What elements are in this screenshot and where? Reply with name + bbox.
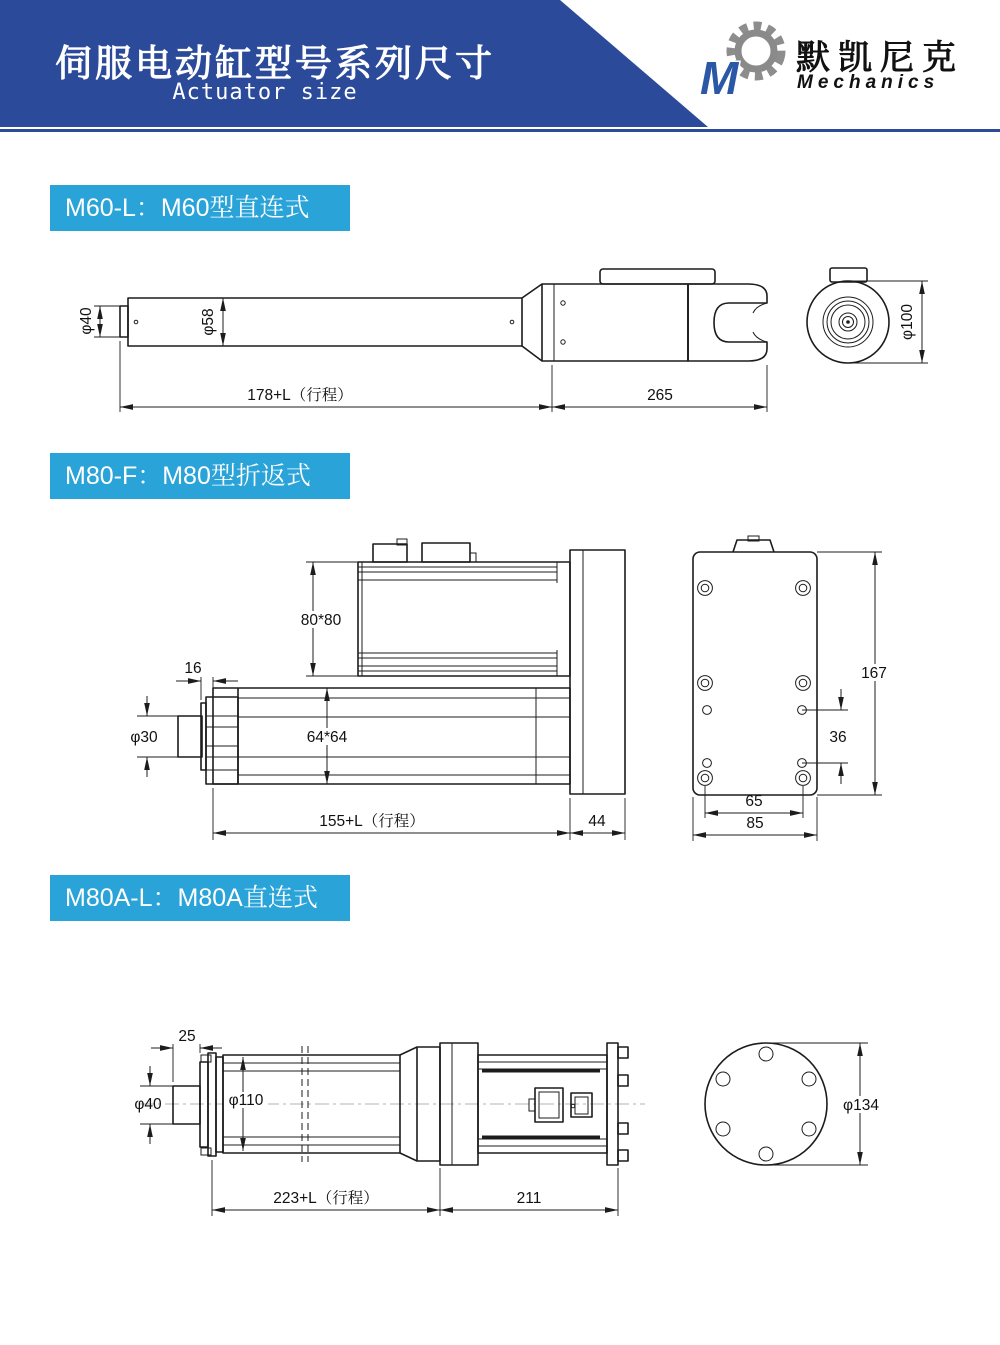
rear-plate-side [570,550,625,794]
brand-name-cn: 默凯尼克 [796,39,964,77]
drawing-m60l-side-view [78,269,767,412]
flange-bolt-holes [716,1047,816,1161]
rear-plate [693,552,817,795]
dim-front-length-label: 223+L（行程） [273,1190,379,1207]
dim-rod-dia-label: φ40 [78,307,96,335]
section-label-m80f: M80-F：M80型折返式 [50,453,350,499]
drawing-m60l-end-view [807,268,928,363]
dim-body-dia-label: φ110 [228,1092,264,1109]
dim-front-length-label: 155+L（行程） [319,813,425,830]
front-collar [206,697,238,784]
dim-rear-length-label: 211 [516,1190,542,1207]
logo-m-letter: M [700,52,739,102]
section-label-m80al: M80A-L：M80A直连式 [50,875,350,921]
dim-rod-dia-label: φ40 [134,1096,162,1113]
dim-rear-length-label: 265 [647,387,673,404]
dim-hole-pitch-v-label: 36 [829,729,847,746]
bolt-holes [698,581,811,786]
drawing-m80al-end-view [705,1043,885,1165]
dim-plate-height-label: 167 [861,665,887,682]
clevis-fork [688,284,767,361]
dim-body-dia-label: φ58 [200,308,218,336]
dim-plate-thickness-label: 44 [588,813,606,830]
section-label-m60l: M60-L：M60型直连式 [50,185,350,231]
dim-plate-width-label: 85 [746,815,764,832]
drawing-m80f-side-view [130,539,625,840]
dim-front-length-label: 178+L（行程） [247,387,353,404]
drawing-m80f-rear-view [693,536,897,841]
motor-connector-2 [422,543,470,562]
drawing-m80al-side-view [134,1028,645,1216]
dim-flange-dia-label: φ134 [843,1097,879,1114]
brand-name-en: Mechanics [797,72,940,93]
piston-rod [173,1086,200,1124]
motor-body [358,562,570,676]
dim-hole-pitch-h-label: 65 [745,793,763,810]
mounting-block [600,269,715,284]
page-subtitle: Actuator size [172,80,358,105]
piston-rod [178,716,202,757]
dim-end-dia-label: φ100 [899,304,917,340]
cylinder-body [128,298,522,346]
dim-rod-dia-label: φ30 [130,729,158,746]
page-title: 伺服电动缸型号系列尺寸 [55,43,495,84]
dim-rod-offset-label: 16 [184,660,202,677]
rod-tip [120,306,128,337]
dim-body-size-label: 64*64 [306,729,348,746]
dim-motor-size-label: 80*80 [300,612,342,629]
motor-connector-1 [373,544,407,562]
rear-body [542,284,688,361]
dim-rod-offset-label: 25 [178,1028,196,1045]
cylinder-body [213,688,570,784]
